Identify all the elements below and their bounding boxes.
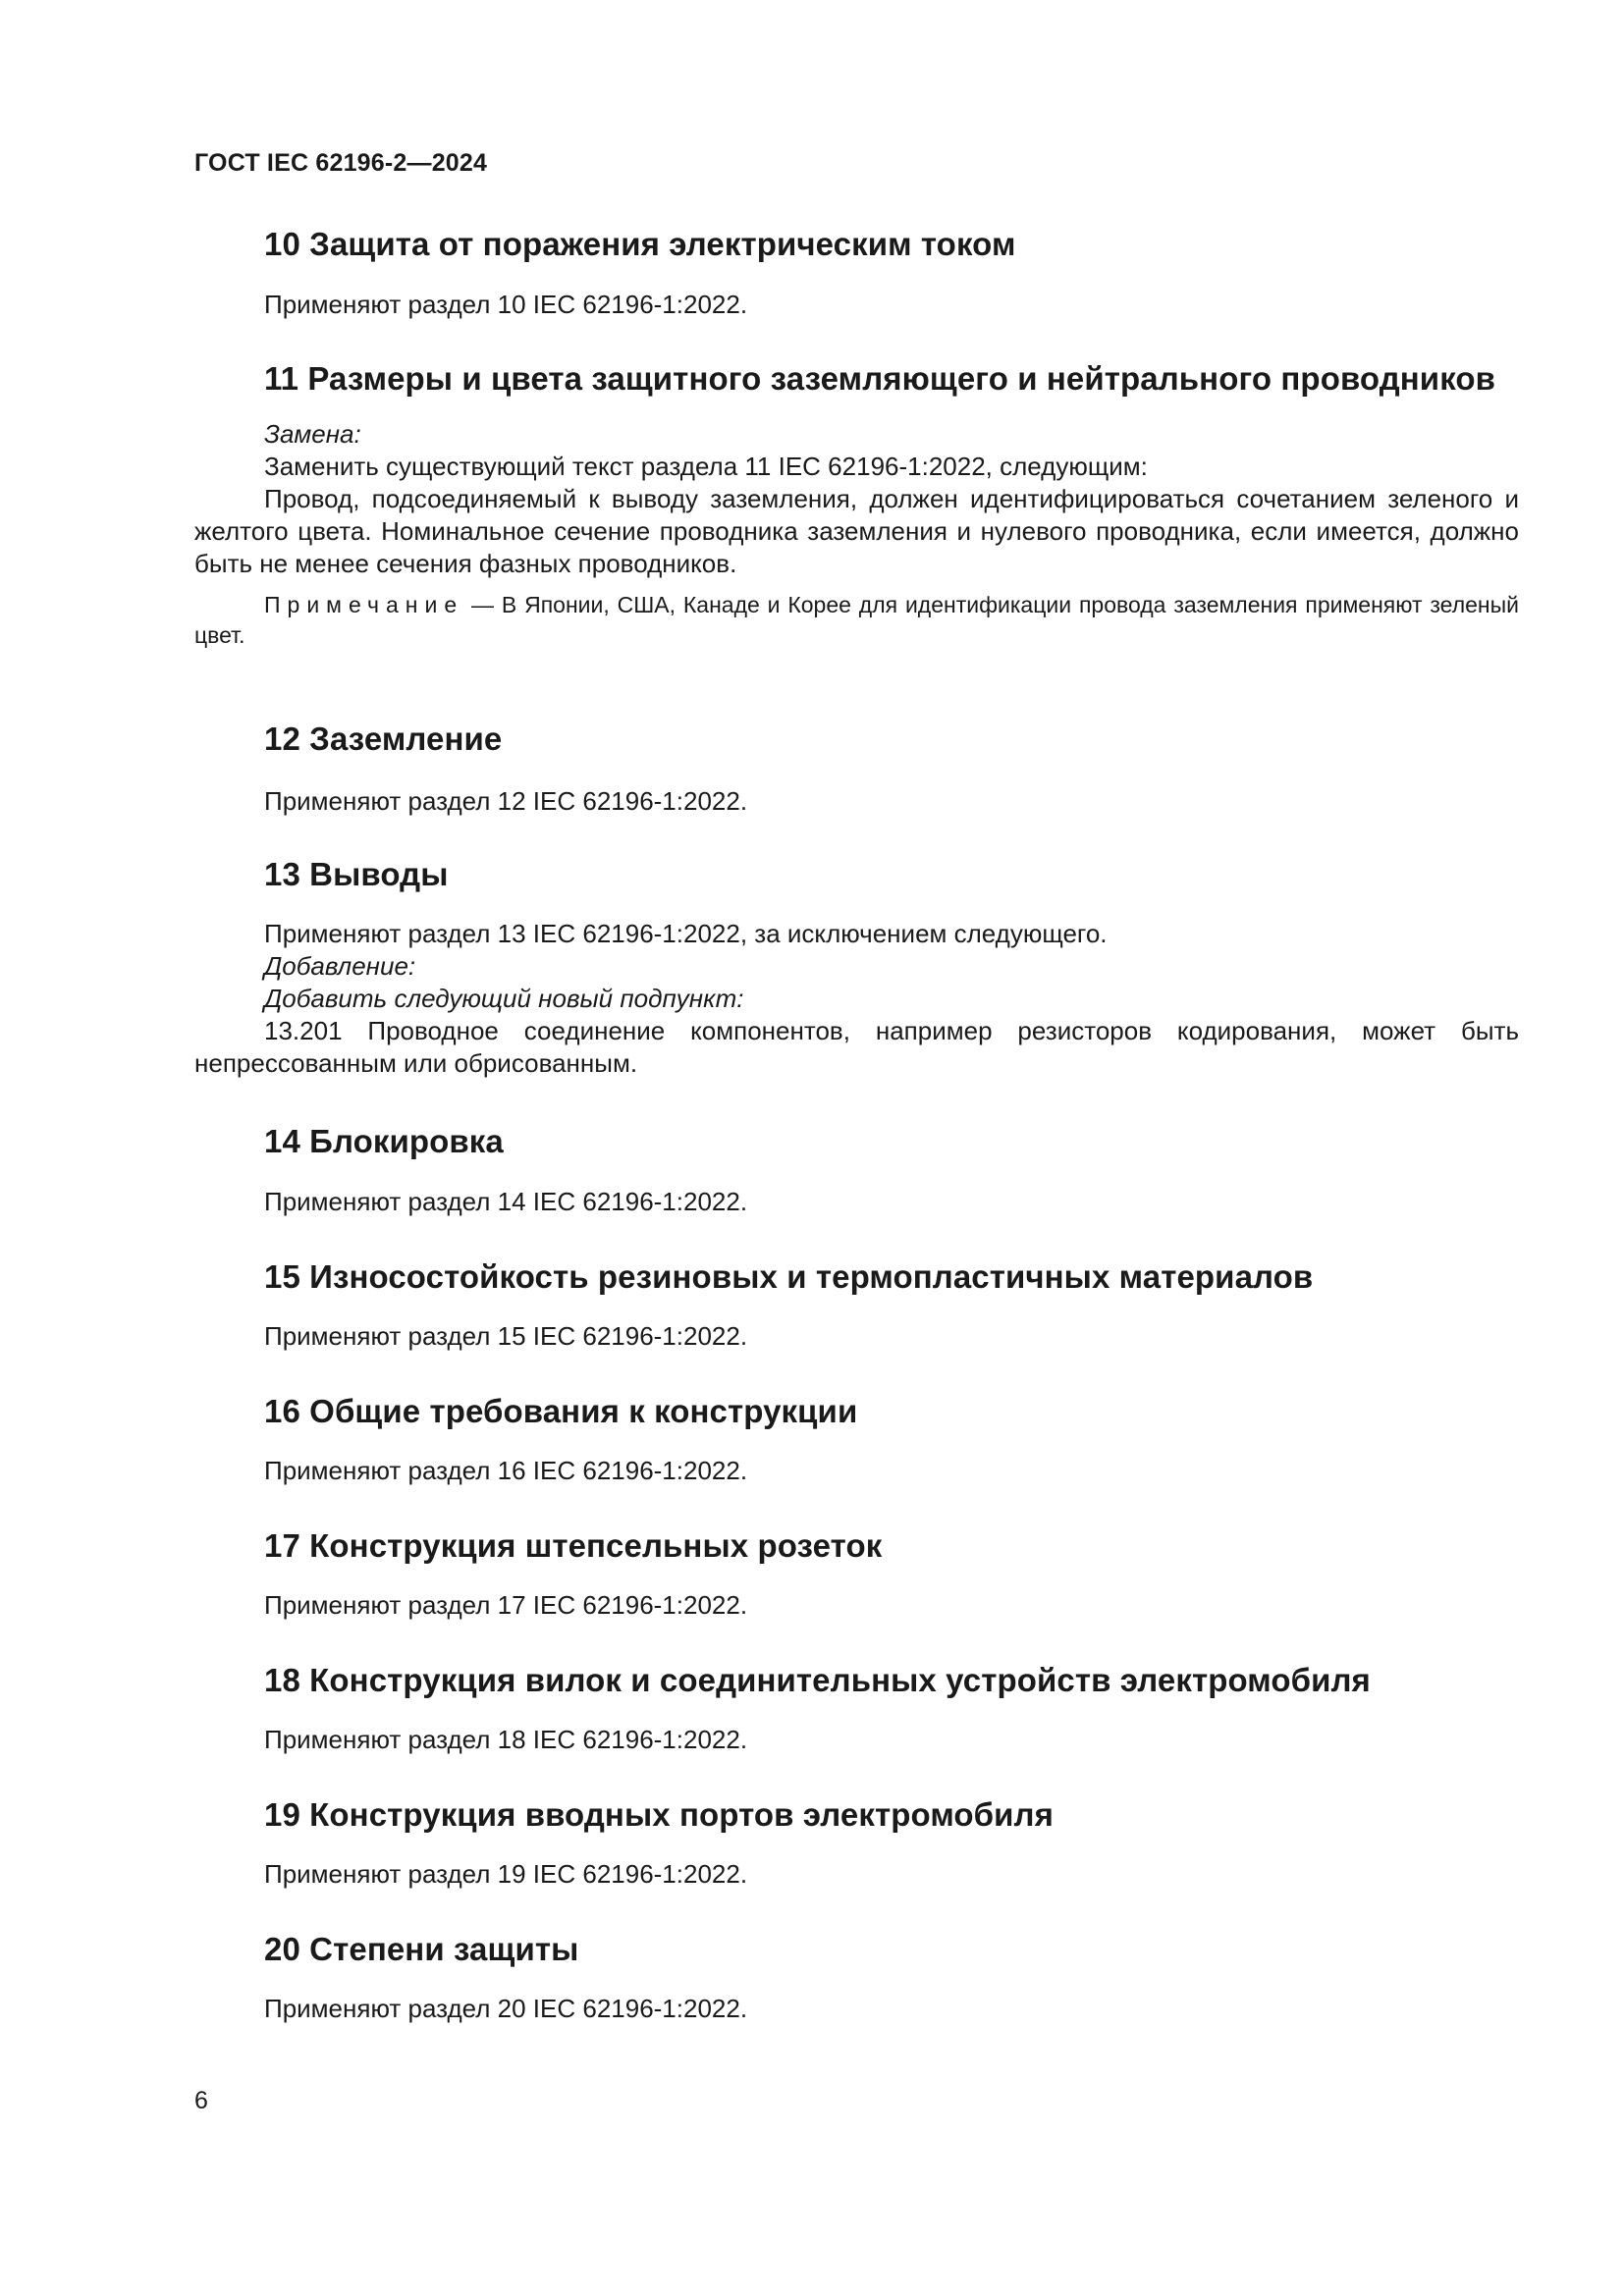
replacement-text: Заменить существующий текст раздела 11 IEC 62196-1:2022, следующим:	[264, 452, 1148, 481]
section-14	[194, 1122, 1519, 1218]
section-text: Применяют раздел 19 IEC 62196-1:2022.	[264, 1859, 748, 1889]
section-16	[194, 1392, 1519, 1487]
addition-label: Добавление:	[264, 951, 416, 981]
addition-text: Добавить следующий новый подпункт:	[264, 984, 744, 1013]
section-17	[194, 1526, 1519, 1622]
section-title: 12 Заземление	[264, 721, 503, 757]
document-header: ГОСТ IEC 62196-2—2024	[194, 149, 488, 177]
section-text: Применяют раздел 18 IEC 62196-1:2022.	[264, 1725, 748, 1754]
replacement-label: Замена:	[264, 419, 361, 449]
section-20	[194, 1930, 1519, 2025]
section-15	[194, 1257, 1519, 1353]
note	[194, 590, 1519, 651]
section-text: Применяют раздел 12 IEC 62196-1:2022.	[264, 786, 748, 816]
section-19	[194, 1795, 1519, 1891]
note-text: — В Японии, США, Канаде и Корее для идентификации провода заземления применяют зеленый цвет.	[194, 592, 1519, 648]
section-title: 18 Конструкция вилок и соединительных устройств электромобиля	[264, 1662, 1371, 1698]
section-title: 20 Степени защиты	[264, 1931, 579, 1967]
section-title: 16 Общие требования к конструкции	[264, 1393, 858, 1429]
section-title: 19 Конструкция вводных портов электромобиля	[264, 1796, 1054, 1833]
subclause-text: 13.201 Проводное соединение компонентов, например резисторов кодирования, может быть непрессованным или обрисованным.	[194, 1016, 1519, 1078]
section-title: 15 Износостойкость резиновых и термопластичных материалов	[264, 1258, 1314, 1295]
page-number: 6	[194, 2087, 208, 2114]
section-text: Применяют раздел 14 IEC 62196-1:2022.	[264, 1187, 748, 1216]
section-text: Провод, подсоединяемый к выводу заземления, должен идентифицироваться сочетанием зеленого и желтого цвета. Номинальное сечение проводника заземления и нулевого проводника, если имеется, должно быть не менее сечения фазных проводников.	[194, 484, 1519, 578]
section-text: Применяют раздел 20 IEC 62196-1:2022.	[264, 1994, 748, 2023]
section-text: Применяют раздел 16 IEC 62196-1:2022.	[264, 1456, 748, 1485]
section-12	[194, 720, 1519, 818]
section-text: Применяют раздел 15 IEC 62196-1:2022.	[264, 1321, 748, 1351]
section-text: Применяют раздел 13 IEC 62196-1:2022, за исключением следующего.	[264, 919, 1108, 948]
section-11	[194, 359, 1519, 651]
section-text: Применяют раздел 10 IEC 62196-1:2022.	[264, 290, 748, 319]
section-title: 13 Выводы	[264, 856, 449, 892]
section-title: 17 Конструкция штепсельных розеток	[264, 1527, 883, 1564]
section-13	[194, 855, 1519, 1080]
section-title: 14 Блокировка	[264, 1123, 504, 1159]
section-10	[194, 225, 1519, 321]
section-title: 11 Размеры и цвета защитного заземляющего и нейтрального проводников	[264, 360, 1496, 397]
section-18	[194, 1661, 1519, 1756]
section-title: 10 Защита от поражения электрическим током	[264, 226, 1016, 262]
section-text: Применяют раздел 17 IEC 62196-1:2022.	[264, 1590, 748, 1620]
note-label: Примечание	[264, 592, 464, 617]
